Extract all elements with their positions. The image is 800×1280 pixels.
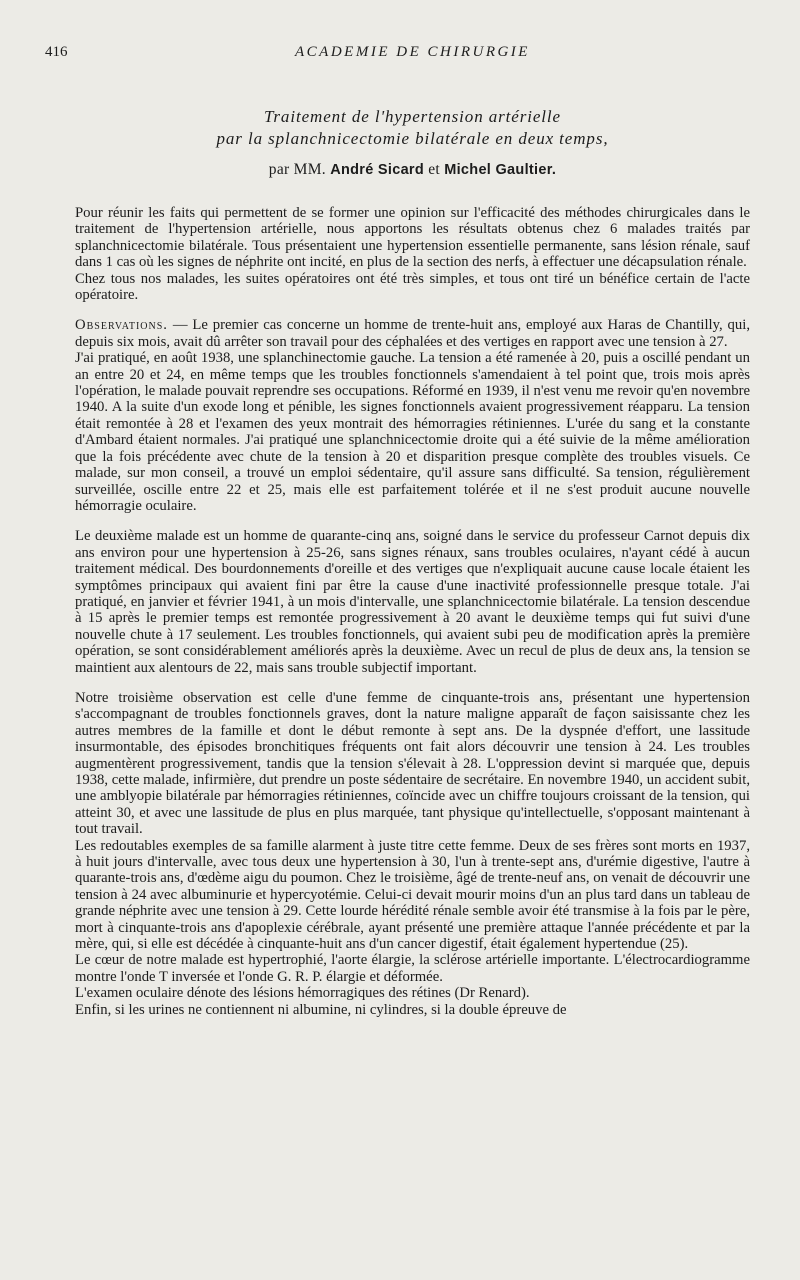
author-2: Michel Gaultier. [444,162,557,178]
observations-label: Observations. [75,317,168,334]
running-head [45,44,750,66]
authors-conjunction: et [428,161,441,178]
paragraph-6: Notre troisième observation est celle d'une femme de cinquante-trois ans, présentant une hypertension s'accompagnant de troubles fonctionnels graves, dont la nature maligne apparaît de façon saisissante chez les autres membres de la famille et dont le début remonte à sept ans. De la dyspnée d'effort, une lassitude insurmontable, des épisodes bronchitiques fréquents ont fait alors découvrir une tension à 24. Les troubles augmentèrent progressivement, tandis que la tension s'élevait à 28. L'oppression devint si marquée que, depuis 1938, cette malade, infirmière, dut prendre un poste sédentaire de secrétaire. En novembre 1940, un accident subit, une amblyopie bilatérale par hémorragies rétiniennes, coïncide avec un chiffre toujours croissant de la tension, qui atteint 30, et avec une lassitude de plus en plus marquée, tant physique qu'intellectuelle, s'opposant maintenant à tout travail. [75,689,750,838]
title-line-1: Traitement de l'hypertension artérielle [264,107,561,126]
author-1: André Sicard [330,162,425,178]
paragraph-8: Le cœur de notre malade est hypertrophié, l'aorte élargie, la sclérose artérielle importante. L'électrocardiogramme montre l'onde T inversée et l'onde G. R. P. élargie et déformée. [75,952,750,985]
observations-text: — Le premier cas concerne un homme de trente-huit ans, employé aux Haras de Chantilly, qui, depuis six mois, avait dû arrêter son travail pour des céphalées et des vertiges en rapport avec une tension à 27. [75,317,750,350]
page-number: 416 [45,44,68,60]
paragraph-observations [75,317,750,350]
paragraph-7: Les redoutables exemples de sa famille alarment à juste titre cette femme. Deux de ses frères sont morts en 1937, à huit jours d'intervalle, avec tous deux une hypertension à 30, l'un à trente-sept ans, d'urémie digestive, l'autre à quarante-trois ans, d'œdème aigu du poumon. Chez le troisième, âgé de trente-neuf ans, on venait de découvrir une tension à 24 avec albuminurie et hypercyotémie. Celui-ci devait mourir moins d'un an plus tard dans un tableau de grande néphrite avec une tension à 29. Cette lourde hérédité rénale semble avoir été transmise à la fois par le père, mort à cinquante-trois ans d'apoplexie cérébrale, ayant présenté une première attaque l'année précédente et par la mère, qui, si elle est décédée à cinquante-huit ans d'un cancer digestif, était également hypertendue (25). [75,837,750,953]
paragraph-9: L'examen oculaire dénote des lésions hémorragiques des rétines (Dr Renard). [75,985,530,1002]
authors-line [75,161,750,179]
paragraph-4: J'ai pratiqué, en août 1938, une splanchinectomie gauche. La tension a été ramenée à 20, puis a oscillé pendant un an entre 20 et 24, en même temps que les troubles fonctionnels s'amendaient à tel point que, trois mois après l'opération, le malade pouvait reprendre ses occupations. Réformé en 1939, il n'est venu me revoir qu'en novembre 1940. A la suite d'un exode long et pénible, les signes fonctionnels avaient progressivement réapparu. La tension était remontée à 28 et l'examen des yeux montrait des hémorragies rétiniennes. L'urée du sang et la constante d'Ambard étaient normales. J'ai pratiqué une splanchnicectomie droite qui a été suivie de la même amélioration que la fois précédente avec chute de la tension à 20 et disparition presque complète des troubles visuels. Ce malade, sur mon conseil, a trouvé un emploi sédentaire, qu'il assure sans difficulté. Sa tension, régulièrement surveillée, oscille entre 22 et 25, mais elle est parfaitement tolérée et il ne s'est produit aucune nouvelle hémorragie oculaire. [75,350,750,514]
title-line-2: par la splanchnicectomie bilatérale en deux temps, [216,129,609,148]
paragraph-1: Pour réunir les faits qui permettent de se former une opinion sur l'efficacité des méthodes chirurgicales dans le traitement de l'hypertension artérielle, nous apportons les résultats obtenus chez 6 malades traités par splanchnicectomie bilatérale. Tous présentaient une hypertension essentielle permanente, sans lésion rénale, sauf dans 1 cas où les signes de néphrite ont incité, en plus de la section des nerfs, à effectuer une décapsulation rénale. [75,205,750,271]
paragraph-2: Chez tous nos malades, les suites opératoires ont été très simples, et tous ont tiré un bénéfice certain de l'acte opératoire. [75,270,750,304]
authors-prefix: par MM. [268,161,326,178]
article-title [75,106,750,150]
journal-title: ACADEMIE DE CHIRURGIE [295,44,530,60]
paragraph-5: Le deuxième malade est un homme de quarante-cinq ans, soigné dans le service du professeur Carnot depuis dix ans environ pour une hypertension à 25-26, sans signes rénaux, sans troubles oculaires, n'ayant cédé à aucun traitement médical. Des bourdonnements d'oreille et des vertiges que n'expliquait aucune cause locale étaient les symptômes principaux qui avaient fini par être la cause d'une inactivité professionnelle presque totale. J'ai pratiqué, en janvier et février 1941, à un mois d'intervalle, une splanchnicectomie bilatérale. La tension descendue à 15 après le premier temps est remontée progressivement à 20 avant le deuxième temps qui fut suivi d'une nouvelle chute à 17 seulement. Les troubles fonctionnels, qui avaient subi peu de modification après la première opération, se sont considérablement améliorés après la deuxième. Avec un recul de plus de deux ans, la tension se maintient aux alentours de 22, mais sans trouble subjectif important. [75,528,750,676]
paragraph-10: Enfin, si les urines ne contiennent ni albumine, ni cylindres, si la double épreuve de [75,1001,567,1018]
